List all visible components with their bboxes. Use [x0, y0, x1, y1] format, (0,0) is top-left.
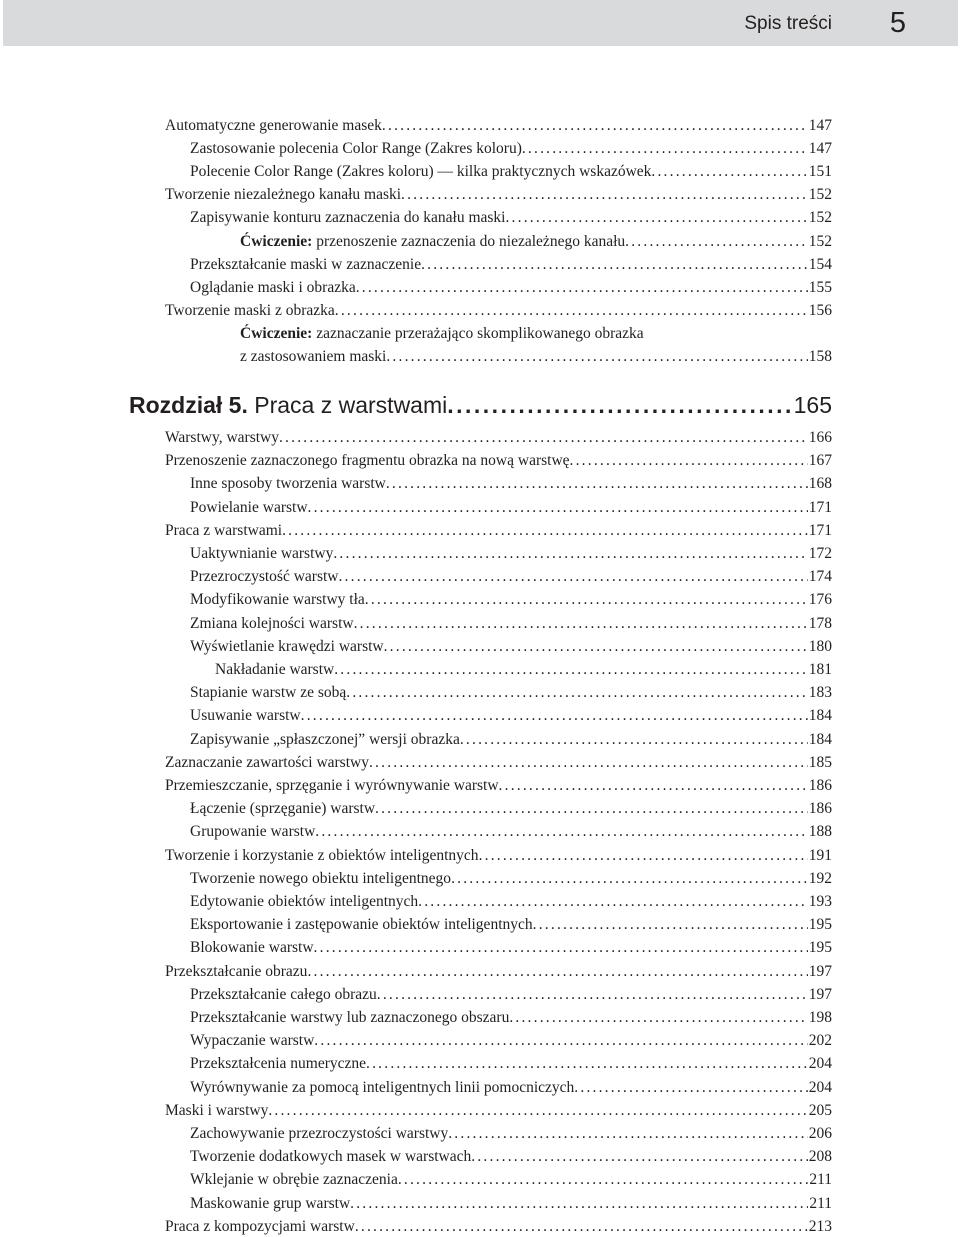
dot-leader: [354, 614, 808, 634]
dot-leader: [471, 1147, 807, 1167]
toc-entry-title: Polecenie Color Range (Zakres koloru) — kilka praktycznych wskazówek: [190, 163, 652, 181]
header-title: Spis treści: [744, 13, 832, 34]
toc-entry-title: Przekształcanie warstwy lub zaznaczonego obszaru: [190, 1009, 510, 1026]
dot-leader: [335, 301, 808, 321]
toc-entry-title: Zmiana kolejności warstw: [190, 614, 354, 632]
toc-entry-page: 192: [808, 869, 832, 887]
toc-entry[interactable]: [190, 799, 832, 819]
dot-leader: [375, 799, 808, 819]
toc-entry-title: Uaktywnianie warstwy: [190, 545, 334, 562]
toc-entry-title: Zaznaczanie zawartości warstwy: [165, 753, 369, 771]
toc-entry[interactable]: [190, 938, 832, 958]
dot-leader: [382, 116, 808, 136]
toc-entry-page: 195: [808, 916, 832, 934]
dot-leader: [448, 1124, 808, 1144]
toc-entry-title: Przezroczystość warstw: [190, 568, 339, 586]
toc-entry[interactable]: [165, 753, 832, 773]
toc-entry-page: 178: [808, 614, 832, 632]
toc-entry-page: 202: [808, 1032, 832, 1050]
toc-entry[interactable]: [190, 614, 832, 634]
dot-leader: [365, 590, 808, 610]
toc-entry-page: 154: [808, 255, 832, 273]
toc-entry-title: Zapisywanie konturu zaznaczenia do kanału maski: [190, 209, 506, 227]
toc-entry[interactable]: [190, 1008, 832, 1028]
toc-entry-page: 151: [808, 163, 832, 181]
dot-leader: [401, 185, 808, 205]
toc-entry[interactable]: [190, 915, 832, 935]
toc-entry[interactable]: [190, 637, 832, 657]
dot-leader: [651, 162, 807, 182]
toc-entry-title: Tworzenie niezależnego kanału maski: [165, 186, 402, 204]
toc-entry[interactable]: [190, 474, 832, 494]
dot-leader: [308, 498, 808, 518]
toc-entry[interactable]: [240, 347, 832, 367]
toc-entry-page: 211: [809, 1171, 832, 1189]
dot-leader: [334, 660, 808, 680]
toc-entry-page: 188: [808, 823, 832, 841]
dot-leader: [570, 451, 808, 471]
dot-leader: [386, 347, 807, 367]
toc-entry-title: Automatyczne generowanie masek: [165, 117, 382, 134]
toc-entry-title: Przemieszczanie, sprzęganie i wyrównywanie warstw: [165, 777, 499, 794]
toc-entry[interactable]: [190, 1078, 832, 1098]
toc-entry-title: Praca z kompozycjami warstw: [165, 1217, 355, 1235]
toc-entry-title: Wyświetlanie krawędzi warstw: [190, 637, 384, 655]
toc-entry-title: Edytowanie obiektów inteligentnych: [190, 893, 419, 910]
toc-entry-title: z zastosowaniem maski: [240, 348, 387, 365]
toc-entry-page: 198: [808, 1009, 832, 1026]
dot-leader: [279, 428, 808, 448]
toc-entry[interactable]: [190, 869, 832, 889]
toc-entry[interactable]: [190, 498, 832, 518]
toc-entry[interactable]: [190, 706, 832, 726]
toc-entry-page: 183: [808, 684, 832, 702]
toc-entry-title: Łączenie (sprzęganie) warstw: [190, 800, 376, 818]
toc-entry[interactable]: [165, 1101, 832, 1121]
toc-entry[interactable]: [190, 139, 832, 159]
toc-entry-page: 158: [808, 348, 832, 365]
toc-entry-page: 172: [808, 545, 832, 562]
toc-entry[interactable]: [165, 962, 832, 982]
toc-entry-title: Tworzenie i korzystanie z obiektów inteligentnych: [165, 846, 479, 864]
toc-entry[interactable]: [190, 208, 832, 228]
toc-entry-title: Przekształcanie całego obrazu: [190, 985, 377, 1003]
toc-entry[interactable]: [190, 278, 832, 298]
dot-leader: [268, 1101, 807, 1121]
toc-entry-page: 204: [808, 1055, 832, 1073]
toc-entry-page: 211: [809, 1194, 832, 1212]
toc-entry[interactable]: [190, 892, 832, 912]
toc-entry[interactable]: [190, 1194, 832, 1214]
toc-entry-page: 180: [808, 637, 832, 655]
toc-entry-page: 195: [808, 939, 832, 957]
toc-entry-page: 168: [808, 475, 832, 493]
dot-leader: [307, 962, 807, 982]
toc-entry-title: Eksportowanie i zastępowanie obiektów inteligentnych: [190, 916, 533, 934]
toc-entry-title: Przekształcanie obrazu: [165, 962, 308, 980]
exercise-label: Ćwiczenie:: [240, 232, 313, 250]
toc-entry-title: Wyrównywanie za pomocą inteligentnych linii pomocniczych: [190, 1078, 575, 1096]
dot-leader: [479, 846, 808, 866]
toc-entry-title: Praca z warstwami: [165, 521, 283, 539]
toc-entry-title: Przekształcanie maski w zaznaczenie: [190, 255, 422, 273]
toc-entry-title: Przekształcenia numeryczne: [190, 1055, 367, 1073]
dot-leader: [338, 567, 807, 587]
toc-entry-title: Maski i warstwy: [165, 1101, 269, 1119]
dot-leader: [505, 208, 807, 228]
toc-entry[interactable]: [190, 1124, 832, 1144]
dot-leader: [499, 776, 808, 796]
toc-entry-title: Zachowywanie przezroczystości warstwy: [190, 1125, 449, 1142]
toc-entry[interactable]: [190, 1147, 832, 1167]
dot-leader: [398, 1170, 808, 1190]
toc-entry-title: Usuwanie warstw: [190, 707, 301, 725]
toc-entry[interactable]: [215, 660, 832, 680]
chapter-title: Rozdział 5. Praca z warstwami: [129, 392, 448, 418]
toc-entry-title: Modyfikowanie warstwy tła: [190, 591, 365, 609]
dot-leader: [418, 892, 808, 912]
dot-leader: [356, 278, 808, 298]
toc-entry-title: Wypaczanie warstw: [190, 1032, 315, 1050]
toc-entry[interactable]: [190, 985, 832, 1005]
toc-entry-title: Oglądanie maski i obrazka: [190, 278, 356, 296]
toc-entry-title: Przenoszenie zaznaczonego fragmentu obrazka na nową warstwę: [165, 452, 570, 470]
toc-entry-title: Maskowanie grup warstw: [190, 1194, 351, 1212]
chapter-page: 165: [793, 392, 832, 418]
chapter-heading[interactable]: [129, 391, 832, 419]
dot-leader: [314, 1031, 807, 1051]
toc-entry[interactable]: [190, 255, 832, 275]
dot-leader: [350, 1194, 808, 1214]
toc-entry[interactable]: [165, 428, 832, 448]
toc-entry-page: 208: [808, 1148, 832, 1166]
dot-leader: [333, 544, 807, 564]
dot-leader: [282, 521, 808, 541]
toc-entry-page: 184: [808, 707, 832, 725]
toc-entry-title: Inne sposoby tworzenia warstw: [190, 475, 386, 493]
toc-entry-title: Tworzenie nowego obiektu inteligentnego: [190, 869, 452, 887]
dot-leader: [625, 232, 808, 252]
toc-entry-page: 147: [808, 140, 832, 158]
toc-entry-title: Zastosowanie polecenia Color Range (Zakres koloru): [190, 140, 522, 158]
toc-entry[interactable]: [165, 116, 832, 136]
toc-entry-page: 185: [808, 753, 832, 771]
dot-leader: [386, 474, 808, 494]
dot-leader: [533, 915, 808, 935]
toc-entry[interactable]: [190, 590, 832, 610]
toc-entry-page: 181: [808, 661, 832, 678]
toc-entry-page: 186: [808, 800, 832, 818]
toc-entry-page: 166: [808, 429, 832, 446]
toc-entry-page: 186: [808, 777, 832, 794]
header-page-number: 5: [889, 7, 906, 39]
toc-entry[interactable]: [165, 301, 832, 321]
toc-entry-page: 171: [808, 521, 832, 539]
dot-leader: [369, 753, 808, 773]
dot-leader: [460, 730, 808, 750]
toc-entry-page: 184: [808, 730, 832, 748]
toc-entry[interactable]: [165, 776, 832, 796]
toc-entry-title: Wklejanie w obrębie zaznaczenia: [190, 1171, 398, 1189]
toc-entry-page: 213: [808, 1217, 832, 1235]
toc-entry-page: 197: [808, 985, 832, 1003]
toc-entry-page: 176: [808, 591, 832, 609]
toc-entry-page: 191: [808, 846, 832, 864]
toc-entry[interactable]: [165, 521, 832, 541]
toc-entry-title: Blokowanie warstw: [190, 939, 314, 957]
toc-entry[interactable]: [165, 846, 832, 866]
dot-leader: [447, 391, 792, 419]
dot-leader: [522, 139, 808, 159]
dot-leader: [451, 869, 808, 889]
toc-entry-page: 167: [808, 452, 832, 470]
toc-entry-title: Warstwy, warstwy: [165, 429, 279, 446]
toc-entry[interactable]: [165, 185, 832, 205]
toc-entry[interactable]: [190, 1031, 832, 1051]
toc-entry-title: Tworzenie dodatkowych masek w warstwach: [190, 1148, 472, 1166]
dot-leader: [301, 706, 808, 726]
toc-entry[interactable]: [190, 162, 832, 182]
toc-entry-page: 147: [808, 117, 832, 134]
dot-leader: [355, 1217, 808, 1237]
toc-entry[interactable]: [165, 1217, 832, 1237]
dot-leader: [384, 637, 808, 657]
toc-entry[interactable]: [190, 544, 832, 564]
dot-leader: [377, 985, 808, 1005]
dot-leader: [509, 1008, 807, 1028]
dot-leader: [315, 822, 807, 842]
toc-entry-title[interactable]: Ćwiczenie: zaznaczanie przerażająco skomplikowanego obrazka: [240, 324, 644, 342]
toc-entry[interactable]: [190, 822, 832, 842]
toc-entry[interactable]: [190, 1170, 832, 1190]
toc-entry[interactable]: [190, 1054, 832, 1074]
dot-leader: [421, 255, 808, 275]
toc-entry[interactable]: [240, 232, 832, 252]
dot-leader: [574, 1078, 807, 1098]
dot-leader: [314, 938, 808, 958]
toc-entry-page: 193: [808, 893, 832, 910]
toc-entry[interactable]: [190, 567, 832, 587]
chapter-number: Rozdział 5.: [129, 392, 248, 418]
toc-entry-page: 155: [808, 278, 832, 296]
toc-entry-title: Zapisywanie „spłaszczonej” wersji obrazka: [190, 730, 460, 748]
toc-entry-title: Powielanie warstw: [190, 498, 308, 516]
dot-leader: [346, 683, 808, 703]
toc-entry-page: 156: [808, 301, 832, 319]
toc-entry-page: 204: [808, 1078, 832, 1096]
toc-entry-title: Ćwiczenie: przenoszenie zaznaczenia do niezależnego kanału: [240, 232, 626, 250]
toc-entry-page: 205: [808, 1101, 832, 1119]
toc-entry-title: Tworzenie maski z obrazka: [165, 301, 335, 319]
toc-entry-page: 152: [808, 209, 832, 227]
toc-entry-page: 174: [808, 568, 832, 586]
toc-entry[interactable]: [165, 451, 832, 471]
toc-entry-page: 197: [808, 962, 832, 980]
toc-entry-page: 152: [808, 232, 832, 250]
toc-entry-page: 152: [808, 186, 832, 204]
toc-entry[interactable]: [190, 730, 832, 750]
toc-entry-title: Nakładanie warstw: [215, 661, 335, 678]
toc-entry[interactable]: [190, 683, 832, 703]
dot-leader: [366, 1054, 808, 1074]
toc-entry-page: 206: [808, 1125, 832, 1142]
exercise-label: Ćwiczenie:: [240, 324, 313, 342]
toc-entry-page: 171: [808, 498, 832, 516]
toc-entry-title: Grupowanie warstw: [190, 823, 316, 841]
toc-entry-title: Stapianie warstw ze sobą: [190, 684, 347, 702]
